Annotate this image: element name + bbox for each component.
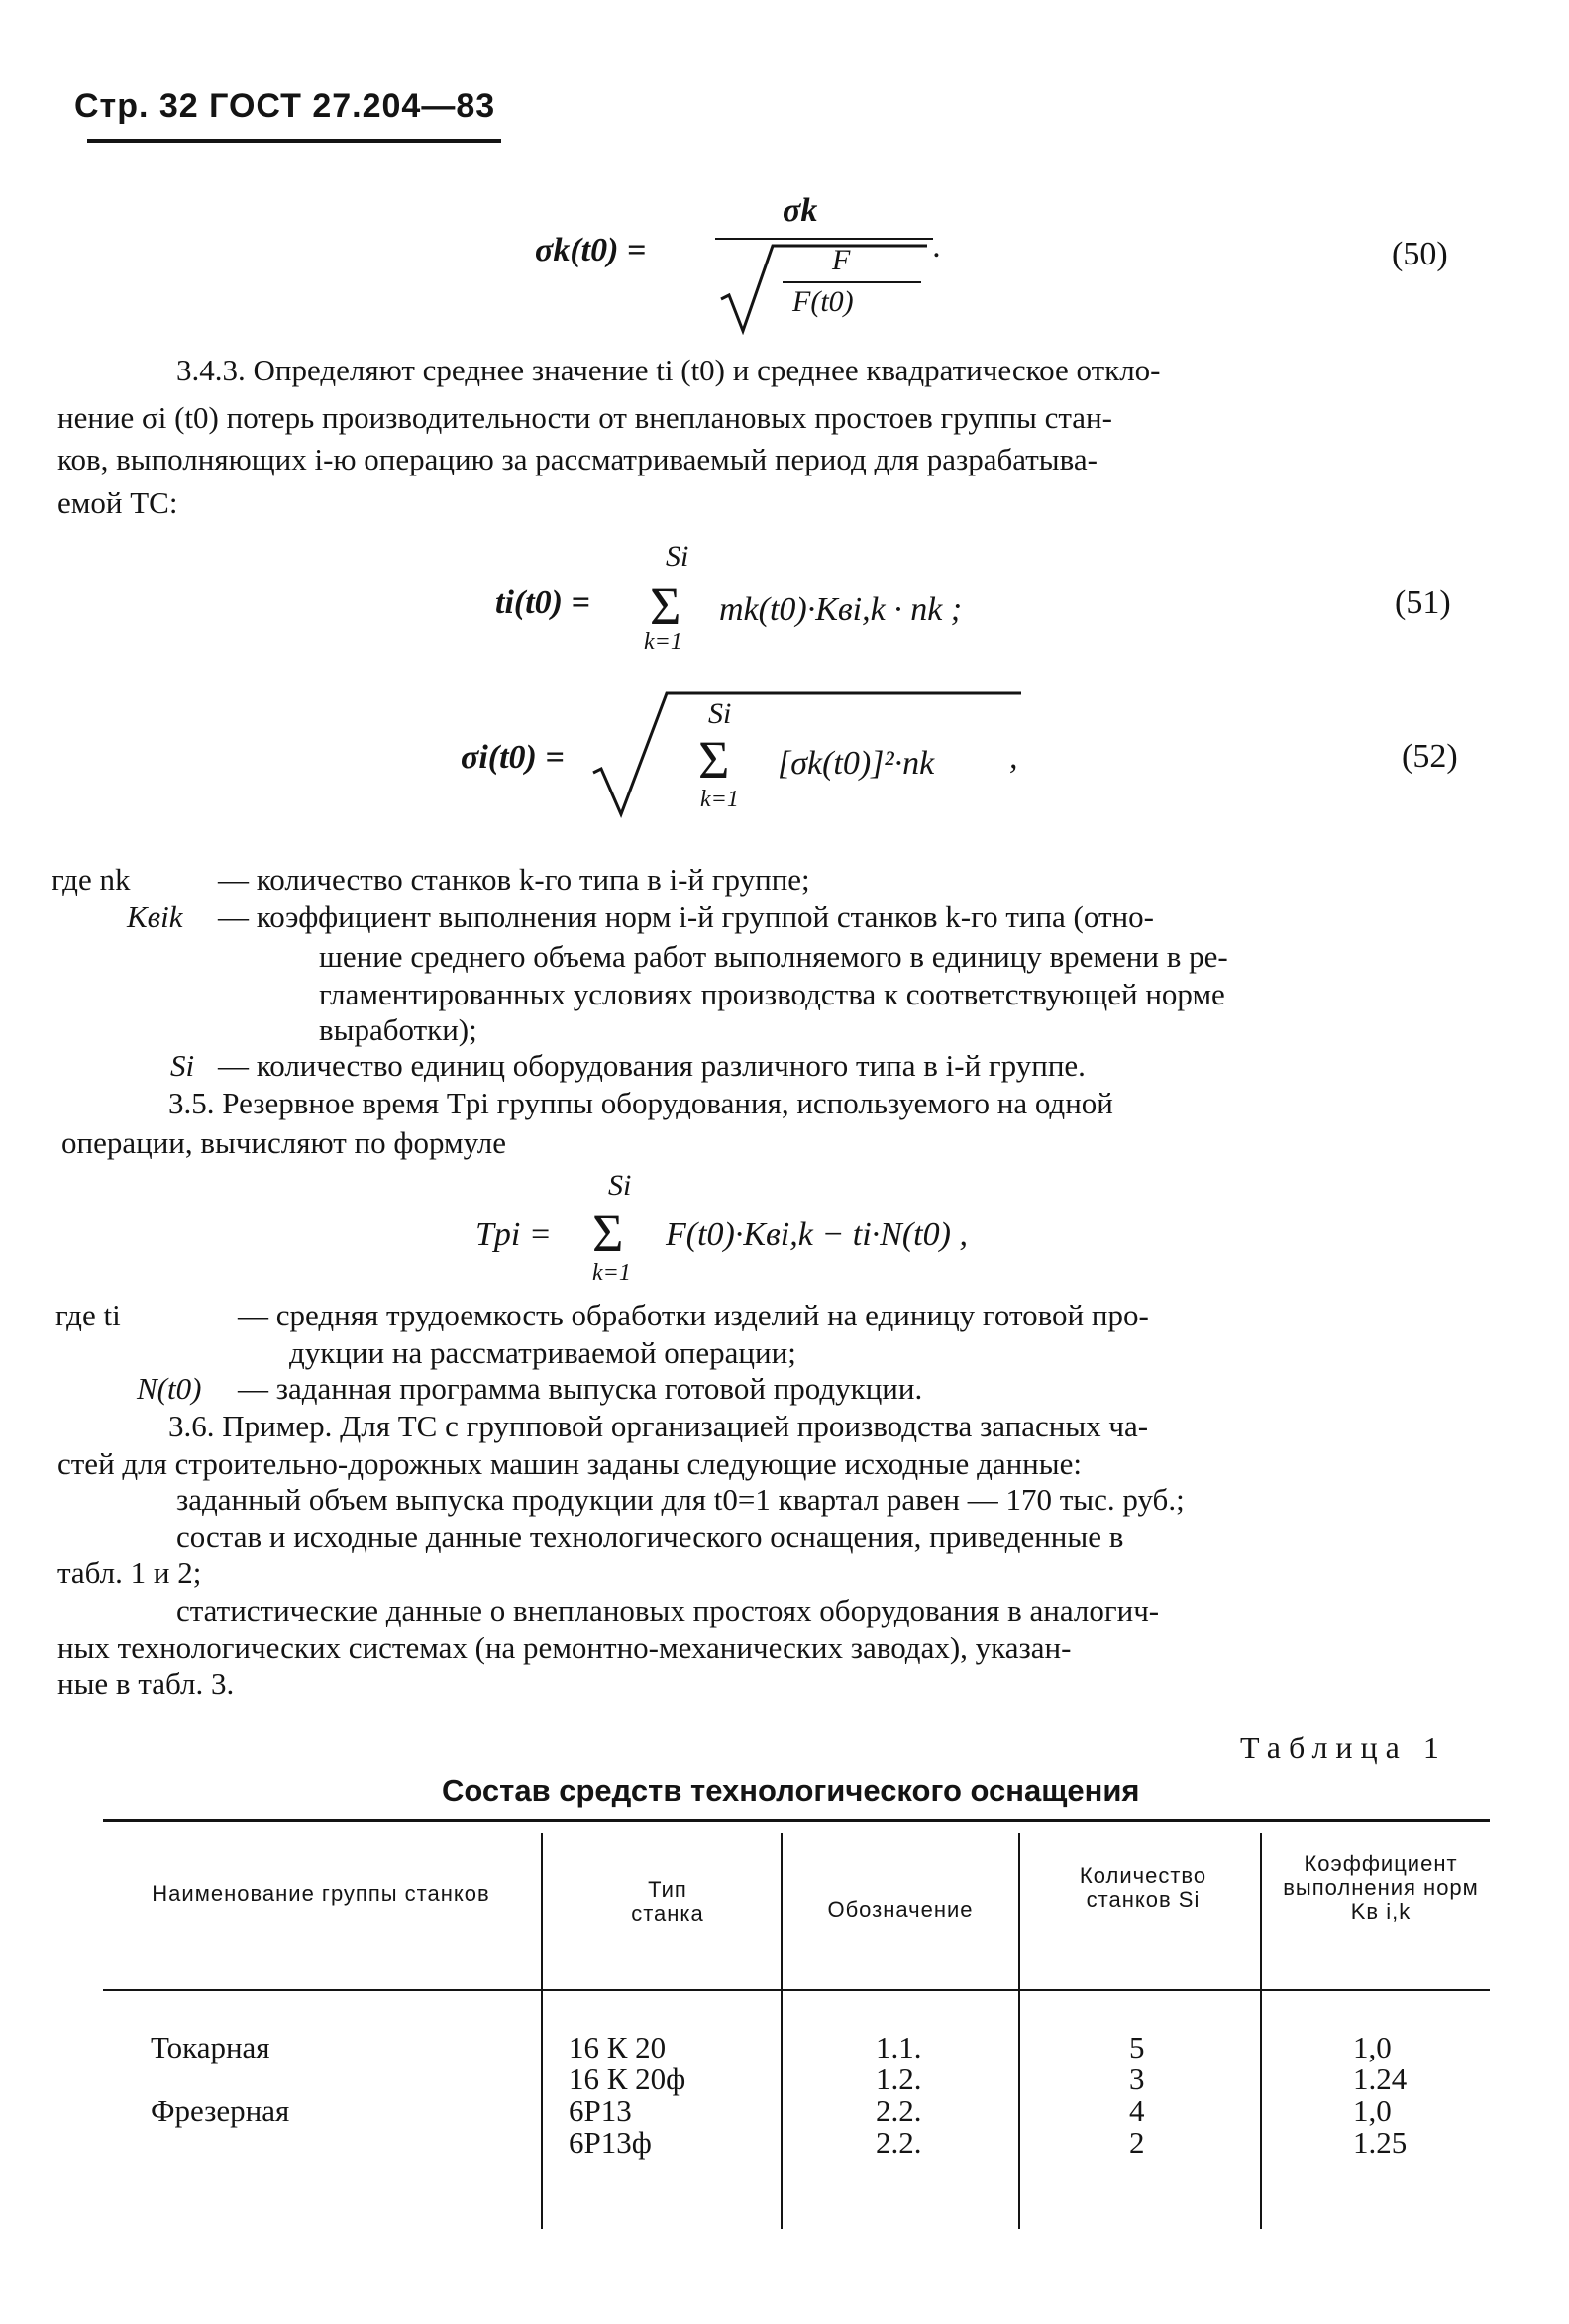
table-vrule-2 <box>781 1833 783 2229</box>
defs2-text-3: — заданная программа выпуска готовой продукции. <box>238 1371 923 1406</box>
defs1-term-2: Kвik <box>127 899 183 934</box>
eqtp-body: F(t0)·Kвi,k − ti·N(t0) , <box>666 1216 968 1253</box>
eq50-inner-numerator: F <box>832 244 851 276</box>
col-header-code: Обозначение <box>827 1897 974 1922</box>
defs1-text-4: гламентированных условиях производства к соответствующей норме <box>319 977 1225 1011</box>
eqtp-sum-bottom: k=1 <box>592 1260 631 1286</box>
equation-50 <box>535 188 942 337</box>
cell-coef-4: 1.25 <box>1353 2125 1408 2160</box>
defs1-text-3: шение среднего объема работ выполняемого в единицу времени в ре- <box>319 939 1228 974</box>
eq52-sum-sign: Σ <box>698 730 730 790</box>
cell-type-1: 16 К 20 <box>569 2030 667 2064</box>
eq51-sum-bottom: k=1 <box>644 629 682 655</box>
eq52-body: [σk(t0)]²·nk <box>778 745 935 782</box>
p343-line-1: 3.4.3. Определяют среднее значение ti (t0) и среднее квадратическое откло- <box>176 353 1161 387</box>
defs1-text-1: — количество станков k-го типа в i-й группе; <box>218 862 810 897</box>
cell-code-3: 2.2. <box>876 2093 922 2128</box>
equation-52 <box>461 684 1055 822</box>
defs2-term-1: где ti <box>55 1298 121 1332</box>
table-header-rule <box>103 1989 1490 1991</box>
cell-group-1: Токарная <box>151 2030 270 2064</box>
eq52-lhs: σi(t0) = <box>461 739 565 776</box>
eq52-sum-bottom: k=1 <box>700 787 739 812</box>
p36-line-1: 3.6. Пример. Для ТС с групповой организацией производства запасных ча- <box>168 1409 1149 1443</box>
table-title: Состав средств технологического оснащения <box>442 1773 1140 1808</box>
eqtp-sum-sign: Σ <box>592 1204 624 1263</box>
defs2-text-1: — средняя трудоемкость обработки изделий на единицу готовой про- <box>238 1298 1149 1332</box>
eq51-body: mk(t0)·Kвi,k · nk ; <box>719 591 963 628</box>
eq50-inner-fraction-line <box>783 281 921 283</box>
defs2-term-3: N(t0) <box>137 1371 202 1406</box>
cell-code-1: 1.1. <box>876 2030 922 2064</box>
cell-type-3: 6Р13 <box>569 2093 632 2128</box>
eq52-number: (52) <box>1402 738 1458 775</box>
p36-line-8: ные в табл. 3. <box>57 1666 235 1701</box>
eqtp-sum-top: Si <box>608 1169 632 1202</box>
table-top-rule <box>103 1819 1490 1822</box>
cell-count-2: 3 <box>1129 2061 1145 2096</box>
col-header-group: Наименование группы станков <box>152 1881 490 1906</box>
eq50-numerator: σk <box>783 192 818 229</box>
cell-group-3: Фрезерная <box>151 2093 290 2128</box>
eqtp-lhs: Tpi = <box>475 1216 552 1253</box>
defs1-term-1: где nk <box>52 862 131 897</box>
eq51-number: (51) <box>1395 584 1451 621</box>
p35-line-1: 3.5. Резервное время Tpi группы оборудования, используемого на одной <box>168 1086 1113 1120</box>
defs1-text-5: выработки); <box>319 1012 477 1047</box>
p35-line-2: операции, вычисляют по формуле <box>61 1125 507 1160</box>
p343-line-2: нение σi (t0) потерь производительности от внеплановых простоев группы стан- <box>57 400 1112 435</box>
page-header: Стр. 32 ГОСТ 27.204—83 <box>74 87 496 125</box>
col-header-type: Тип станка <box>631 1877 704 1926</box>
p36-line-4: состав и исходные данные технологического оснащения, приведенные в <box>176 1520 1124 1554</box>
equation-51 <box>495 540 1090 659</box>
eq50-lhs: σk(t0) = <box>535 232 647 268</box>
table-1 <box>103 1819 1490 2235</box>
header-rule <box>87 139 501 143</box>
p36-line-5: табл. 1 и 2; <box>57 1555 202 1590</box>
cell-count-3: 4 <box>1129 2093 1145 2128</box>
defs1-term-6: Si <box>170 1048 195 1083</box>
col-header-count: Количество станков Si <box>1079 1863 1207 1912</box>
eq51-sum-sign: Σ <box>650 577 681 636</box>
eq52-sum-top: Si <box>708 697 732 730</box>
p36-line-7: ных технологических системах (на ремонтно-механических заводах), указан- <box>57 1631 1072 1665</box>
col-header-coef: Коэффициент выполнения норм Kв i,k <box>1283 1851 1479 1924</box>
cell-coef-2: 1.24 <box>1353 2061 1408 2096</box>
cell-count-4: 2 <box>1129 2125 1145 2160</box>
equation-tp <box>475 1169 1109 1288</box>
cell-type-2: 16 К 20ф <box>569 2061 686 2096</box>
cell-type-4: 6Р13ф <box>569 2125 652 2160</box>
cell-count-1: 5 <box>1129 2030 1145 2064</box>
p343-line-3: ков, выполняющих i-ю операцию за рассматриваемый период для разрабатыва- <box>57 442 1098 476</box>
cell-coef-1: 1,0 <box>1353 2030 1392 2064</box>
eq50-number: (50) <box>1392 236 1448 272</box>
eq50-inner-denominator: F(t0) <box>792 285 854 318</box>
defs1-text-6: — количество единиц оборудования различного типа в i-й группе. <box>218 1048 1086 1083</box>
defs2-text-2: дукции на рассматриваемой операции; <box>289 1335 796 1370</box>
eq51-lhs: ti(t0) = <box>495 584 590 621</box>
p343-line-4: емой ТС: <box>57 485 178 520</box>
cell-code-2: 1.2. <box>876 2061 922 2096</box>
p36-line-3: заданный объем выпуска продукции для t0=1 квартал равен — 170 тыс. руб.; <box>176 1482 1185 1517</box>
table-caption: Таблица 1 <box>1240 1730 1447 1765</box>
cell-code-4: 2.2. <box>876 2125 922 2160</box>
table-vrule-3 <box>1018 1833 1020 2229</box>
p36-line-2: стей для строительно-дорожных машин заданы следующие исходные данные: <box>57 1446 1082 1481</box>
p36-line-6: статистические данные о внеплановых простоях оборудования в аналогич- <box>176 1593 1160 1628</box>
cell-coef-3: 1,0 <box>1353 2093 1392 2128</box>
eq51-sum-top: Si <box>666 540 689 573</box>
table-vrule-4 <box>1260 1833 1262 2229</box>
table-vrule-1 <box>541 1833 543 2229</box>
eq52-tail: , <box>1009 739 1018 776</box>
defs1-text-2: — коэффициент выполнения норм i-й группой станков k-го типа (отно- <box>218 899 1154 934</box>
eq50-tail: . <box>933 228 942 264</box>
